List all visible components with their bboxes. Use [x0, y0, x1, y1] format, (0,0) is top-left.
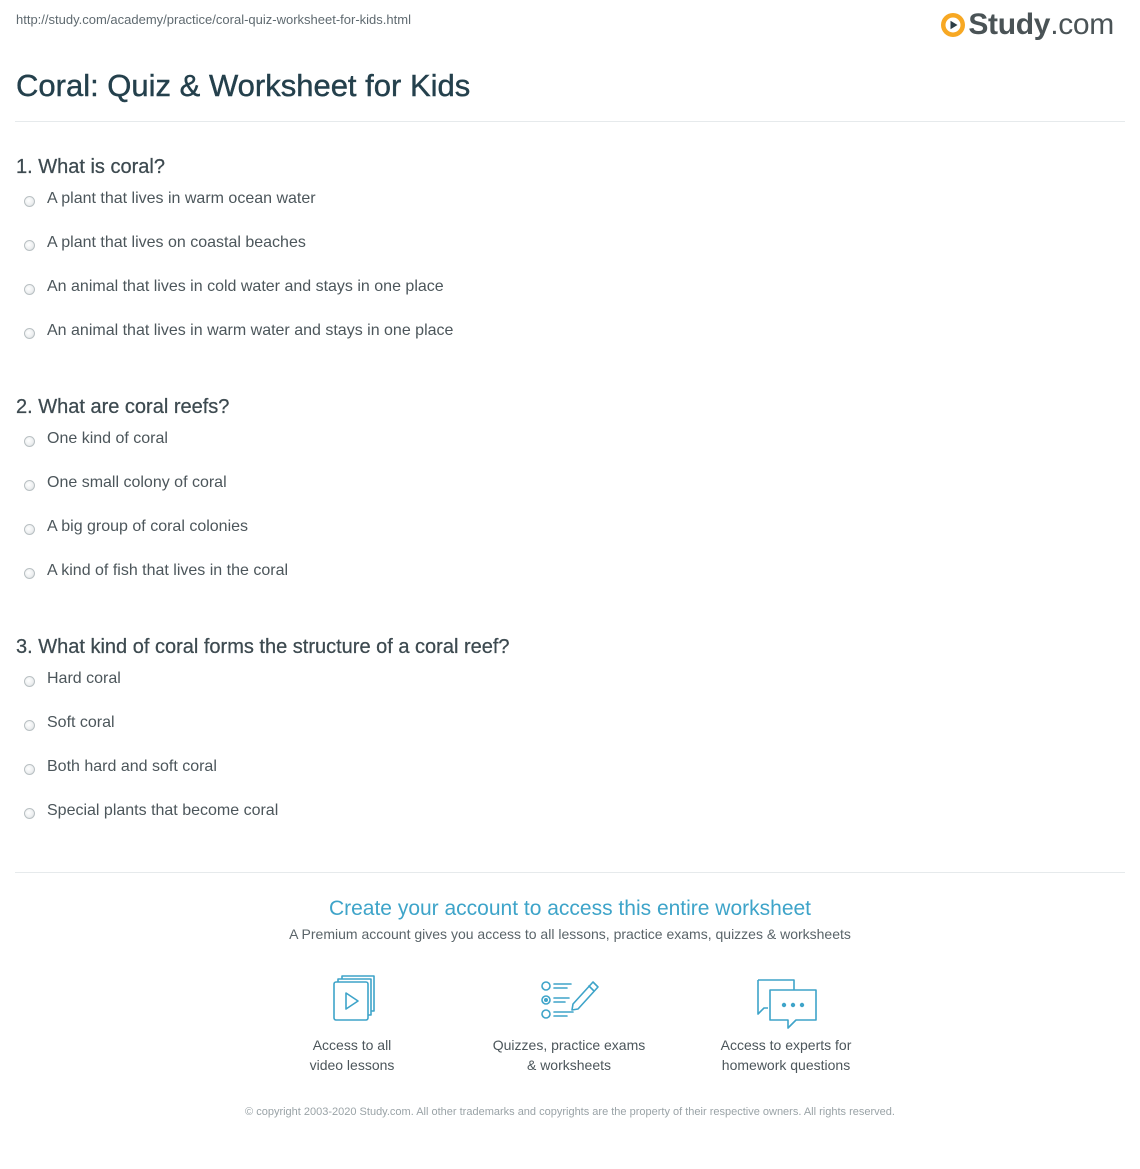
answer-options — [16, 662, 278, 838]
radio-button[interactable] — [24, 764, 35, 775]
radio-button[interactable] — [24, 676, 35, 687]
feature-experts — [686, 970, 886, 1075]
option-label: One small colony of coral — [47, 474, 227, 491]
title-divider — [15, 121, 1125, 122]
option-label: Both hard and soft coral — [47, 758, 217, 775]
option-label: An animal that lives in warm water and stays in one place — [47, 322, 454, 339]
answer-option[interactable] — [16, 226, 453, 270]
copyright-notice: © copyright 2003-2020 Study.com. All other trademarks and copyrights are the property of their respective owners. All rights reserved. — [245, 1106, 895, 1118]
logo-wordmark — [968, 8, 1114, 42]
radio-button[interactable] — [24, 328, 35, 339]
feature-label: Access to all video lessons — [309, 1037, 395, 1073]
answer-option[interactable] — [16, 794, 278, 838]
option-label: A big group of coral colonies — [47, 518, 249, 535]
answer-option[interactable] — [16, 182, 453, 226]
premium-features — [0, 970, 1140, 1080]
radio-button[interactable] — [24, 284, 35, 295]
radio-button[interactable] — [24, 240, 35, 251]
question-1 — [16, 152, 1116, 339]
radio-button[interactable] — [24, 720, 35, 731]
quiz-checklist-icon — [537, 970, 601, 1030]
page-url: http://study.com/academy/practice/coral-quiz-worksheet-for-kids.html — [16, 12, 411, 27]
question-title: 3. What kind of coral forms the structure of a coral reef? — [16, 636, 510, 658]
cta-divider — [15, 872, 1125, 873]
page-title: Coral: Quiz & Worksheet for Kids — [16, 68, 471, 103]
question-title: 1. What is coral? — [16, 156, 165, 178]
radio-button[interactable] — [24, 524, 35, 535]
radio-button[interactable] — [24, 196, 35, 207]
answer-option[interactable] — [16, 422, 288, 466]
question-2 — [16, 392, 1116, 579]
feature-quizzes — [469, 970, 669, 1075]
option-label: Soft coral — [47, 714, 115, 731]
feature-video-lessons — [252, 970, 452, 1075]
video-lessons-icon — [320, 970, 384, 1030]
radio-button[interactable] — [24, 480, 35, 491]
answer-option[interactable] — [16, 510, 288, 554]
question-title: 2. What are coral reefs? — [16, 396, 230, 418]
option-label: One kind of coral — [47, 430, 168, 447]
option-label: Hard coral — [47, 670, 121, 687]
option-label: A plant that lives on coastal beaches — [47, 234, 306, 251]
answer-option[interactable] — [16, 466, 288, 510]
signup-cta — [0, 895, 1140, 943]
option-label: An animal that lives in cold water and stays in one place — [47, 278, 444, 295]
question-3 — [16, 632, 1116, 819]
chat-bubbles-icon — [754, 970, 818, 1030]
logo-name: Study — [968, 8, 1051, 41]
answer-options — [16, 422, 288, 598]
radio-button[interactable] — [24, 436, 35, 447]
play-circle-icon — [940, 12, 966, 38]
option-label: Special plants that become coral — [47, 802, 279, 819]
radio-button[interactable] — [24, 808, 35, 819]
answer-option[interactable] — [16, 554, 288, 598]
feature-label: Access to experts for homework questions — [720, 1037, 852, 1073]
answer-option[interactable] — [16, 662, 278, 706]
answer-option[interactable] — [16, 750, 278, 794]
answer-option[interactable] — [16, 706, 278, 750]
radio-button[interactable] — [24, 568, 35, 579]
cta-subtitle: A Premium account gives you access to all lessons, practice exams, quizzes & worksheets — [289, 926, 851, 942]
answer-option[interactable] — [16, 270, 453, 314]
option-label: A kind of fish that lives in the coral — [47, 562, 289, 579]
option-label: A plant that lives in warm ocean water — [47, 190, 316, 207]
cta-title-link[interactable]: Create your account to access this entire worksheet — [328, 897, 812, 920]
answer-options — [16, 182, 453, 358]
answer-option[interactable] — [16, 314, 453, 358]
feature-label: Quizzes, practice exams & worksheets — [492, 1037, 646, 1073]
page-header — [0, 0, 1140, 52]
logo-suffix: .com — [1050, 8, 1114, 41]
study-logo[interactable] — [940, 8, 1114, 42]
